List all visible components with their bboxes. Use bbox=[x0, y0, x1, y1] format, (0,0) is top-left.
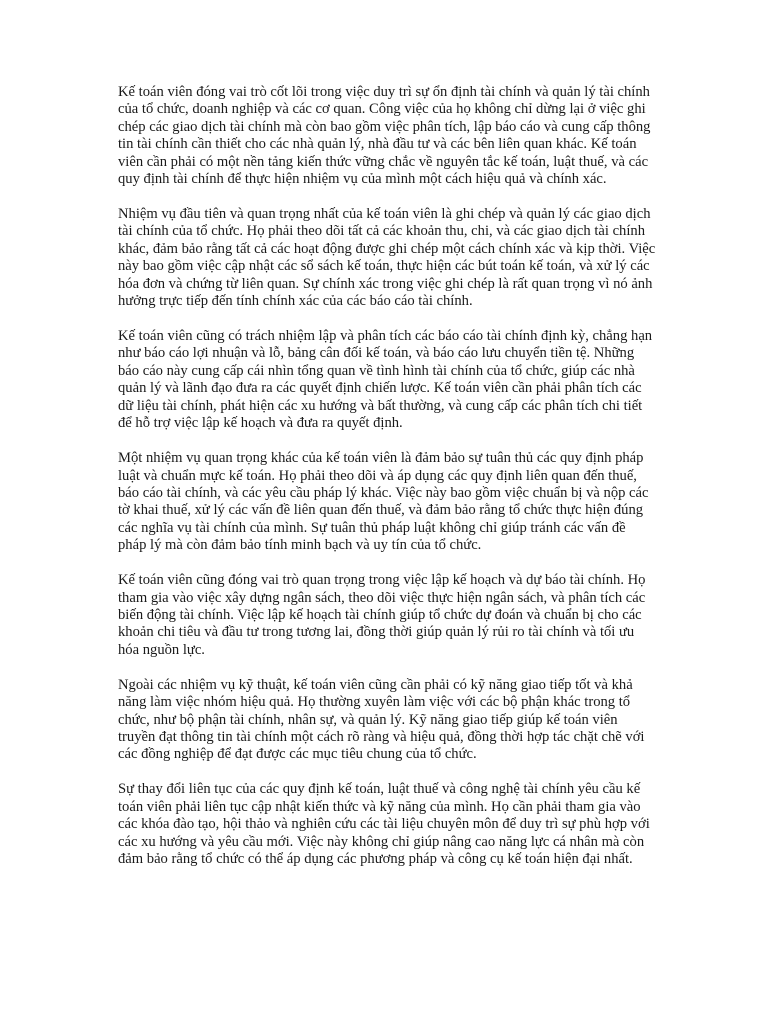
document-body bbox=[118, 84, 656, 886]
paragraph-5: Kế toán viên cũng đóng vai trò quan trọng trong việc lập kế hoạch và dự báo tài chính. Họ tham gia vào việc xây dựng ngân sách, theo dõi việc thực hiện ngân sách, và phân tích các biến động tài chính. Việc lập kế hoạch tài chính giúp tổ chức dự đoán và chuẩn bị cho các khoản chi tiêu và đầu tư trong tương lai, đồng thời giúp quản lý rủi ro tài chính và tối ưu hóa nguồn lực. bbox=[118, 572, 646, 658]
paragraph-2: Nhiệm vụ đầu tiên và quan trọng nhất của kế toán viên là ghi chép và quản lý các giao dịch tài chính của tổ chức. Họ phải theo dõi tất cả các khoản thu, chi, và các giao dịch tài chính khác, đảm bảo rằng tất cả các hoạt động được ghi chép một cách chính xác và kịp thời. Việc này bao gồm việc cập nhật các sổ sách kế toán, thực hiện các bút toán kế toán, và xử lý các hóa đơn và chứng từ liên quan. Sự chính xác trong việc ghi chép là rất quan trọng vì nó ảnh hưởng trực tiếp đến tính chính xác của các báo cáo tài chính. bbox=[118, 206, 656, 310]
paragraph-3: Kế toán viên cũng có trách nhiệm lập và phân tích các báo cáo tài chính định kỳ, chẳng hạn như báo cáo lợi nhuận và lỗ, bảng cân đối kế toán, và báo cáo lưu chuyển tiền tệ. Những báo cáo này cung cấp cái nhìn tổng quan về tình hình tài chính của tổ chức, giúp các nhà quản lý và lãnh đạo đưa ra các quyết định chiến lược. Kế toán viên cần phải phân tích các dữ liệu tài chính, phát hiện các xu hướng và bất thường, và cung cấp các phân tích chi tiết để hỗ trợ việc lập kế hoạch và đưa ra quyết định. bbox=[118, 328, 653, 432]
paragraph-4: Một nhiệm vụ quan trọng khác của kế toán viên là đảm bảo sự tuân thủ các quy định pháp luật và chuẩn mực kế toán. Họ phải theo dõi và áp dụng các quy định liên quan đến thuế, báo cáo tài chính, và các yêu cầu pháp lý khác. Việc này bao gồm việc chuẩn bị và nộp các tờ khai thuế, xử lý các vấn đề liên quan đến thuế, và đảm bảo rằng tổ chức thực hiện đúng các nghĩa vụ tài chính của mình. Sự tuân thủ pháp luật không chỉ giúp tránh các vấn đề pháp lý mà còn đảm bảo tính minh bạch và uy tín của tổ chức. bbox=[118, 450, 649, 554]
paragraph-6: Ngoài các nhiệm vụ kỹ thuật, kế toán viên cũng cần phải có kỹ năng giao tiếp tốt và khả năng làm việc nhóm hiệu quả. Họ thường xuyên làm việc với các bộ phận khác trong tổ chức, như bộ phận tài chính, nhân sự, và quản lý. Kỹ năng giao tiếp giúp kế toán viên truyền đạt thông tin tài chính một cách rõ ràng và hiệu quả, đồng thời hợp tác chặt chẽ với các đồng nghiệp để đạt được các mục tiêu chung của tổ chức. bbox=[118, 676, 645, 763]
paragraph-1: Kế toán viên đóng vai trò cốt lõi trong việc duy trì sự ổn định tài chính và quản lý tài chính của tổ chức, doanh nghiệp và các cơ quan. Công việc của họ không chỉ dừng lại ở việc ghi chép các giao dịch tài chính mà còn bao gồm việc phân tích, lập báo cáo và cung cấp thông tin tài chính cần thiết cho các nhà quản lý, nhà đầu tư và các bên liên quan khác. Kế toán viên cần phải có một nền tảng kiến thức vững chắc về nguyên tắc kế toán, luật thuế, và các quy định tài chính để thực hiện nhiệm vụ của mình một cách hiệu quả và chính xác. bbox=[118, 84, 651, 188]
paragraph-7: Sự thay đổi liên tục của các quy định kế toán, luật thuế và công nghệ tài chính yêu cầu kế toán viên phải liên tục cập nhật kiến thức và kỹ năng của mình. Họ cần phải tham gia vào các khóa đào tạo, hội thảo và nghiên cứu các tài liệu chuyên môn để duy trì sự phù hợp với các xu hướng và yêu cầu mới. Việc này không chỉ giúp nâng cao năng lực cá nhân mà còn đảm bảo rằng tổ chức có thể áp dụng các phương pháp và công cụ kế toán hiện đại nhất. bbox=[118, 781, 650, 867]
